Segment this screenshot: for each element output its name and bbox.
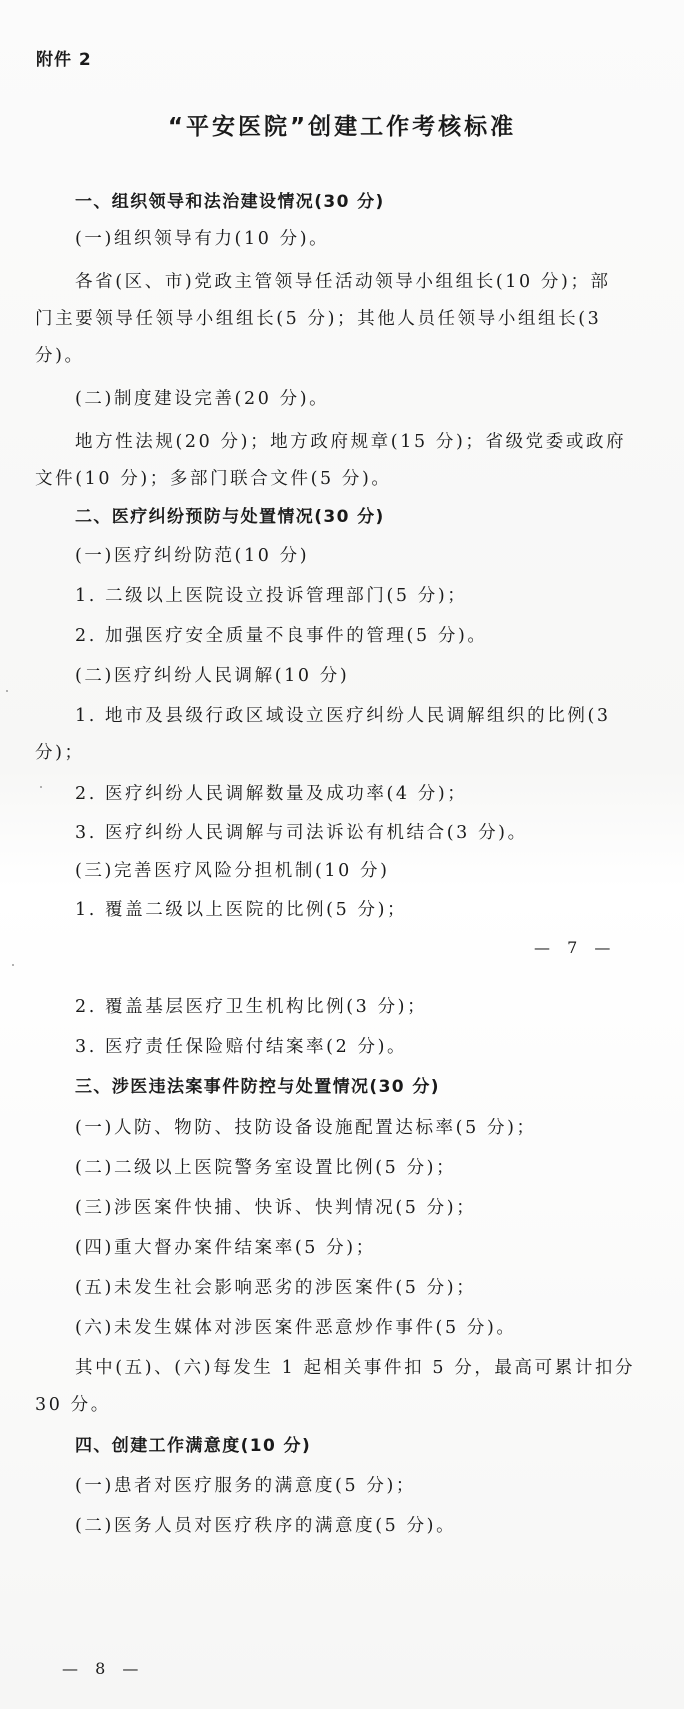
list-item: (二)医务人员对医疗秩序的满意度(5 分)。 (75, 1516, 457, 1536)
list-item: 1. 二级以上医院设立投诉管理部门(5 分)； (75, 586, 468, 606)
subsection-heading: (二)医疗纠纷人民调解(10 分) (75, 666, 350, 686)
list-item: 1. 覆盖二级以上医院的比例(5 分)； (75, 900, 408, 920)
list-item: 1. 地市及县级行政区域设立医疗纠纷人民调解组织的比例(3 (75, 706, 611, 726)
list-item: (三)涉医案件快捕、快诉、快判情况(5 分)； (75, 1198, 477, 1218)
subsection-heading: (三)完善医疗风险分担机制(10 分) (75, 861, 390, 881)
paragraph-line: 文件(10 分)；多部门联合文件(5 分)。 (35, 469, 392, 489)
list-item: 分)； (35, 743, 85, 763)
list-item: (一)患者对医疗服务的满意度(5 分)； (75, 1476, 417, 1496)
list-item: 2. 医疗纠纷人民调解数量及成功率(4 分)； (75, 784, 468, 804)
document-title: “平安医院”创建工作考核标准 (167, 114, 517, 140)
subsection-heading: (二)制度建设完善(20 分)。 (75, 389, 330, 409)
list-item: 3. 医疗责任保险赔付结案率(2 分)。 (75, 1037, 408, 1057)
list-item: 2. 覆盖基层医疗卫生机构比例(3 分)； (75, 997, 428, 1017)
list-item: (五)未发生社会影响恶劣的涉医案件(5 分)； (75, 1278, 477, 1298)
paragraph-line: 门主要领导任领导小组组长(5 分)；其他人员任领导小组组长(3 (35, 309, 602, 329)
attachment-label: 附件 2 (36, 50, 92, 70)
subsection-heading: (一)组织领导有力(10 分)。 (75, 229, 330, 249)
scan-speck (6, 690, 8, 692)
list-item: (四)重大督办案件结案率(5 分)； (75, 1238, 376, 1258)
page-number: — 7 — (534, 938, 617, 957)
section-heading: 四、创建工作满意度(10 分) (75, 1436, 312, 1456)
list-item: (一)人防、物防、技防设备设施配置达标率(5 分)； (75, 1118, 537, 1138)
list-item: 3. 医疗纠纷人民调解与司法诉讼有机结合(3 分)。 (75, 823, 528, 843)
scan-speck (40, 786, 42, 788)
page-number: — 8 — (62, 1659, 145, 1678)
scan-speck (12, 964, 14, 966)
paragraph-line: 30 分。 (35, 1395, 111, 1415)
subsection-heading: (一)医疗纠纷防范(10 分) (75, 546, 310, 566)
section-heading: 一、组织领导和法治建设情况(30 分) (75, 192, 385, 212)
paragraph-line: 各省(区、市)党政主管领导任活动领导小组组长(10 分)；部 (75, 272, 611, 292)
list-item: (六)未发生媒体对涉医案件恶意炒作事件(5 分)。 (75, 1318, 517, 1338)
list-item: 2. 加强医疗安全质量不良事件的管理(5 分)。 (75, 626, 488, 646)
paragraph-line: 分)。 (35, 346, 85, 366)
section-heading: 二、医疗纠纷预防与处置情况(30 分) (75, 507, 385, 527)
paragraph-line: 地方性法规(20 分)；地方政府规章(15 分)；省级党委或政府 (75, 432, 627, 452)
section-heading: 三、涉医违法案事件防控与处置情况(30 分) (75, 1077, 440, 1097)
list-item: (二)二级以上医院警务室设置比例(5 分)； (75, 1158, 457, 1178)
paragraph-line: 其中(五)、(六)每发生 1 起相关事件扣 5 分，最高可累计扣分 (75, 1358, 636, 1378)
